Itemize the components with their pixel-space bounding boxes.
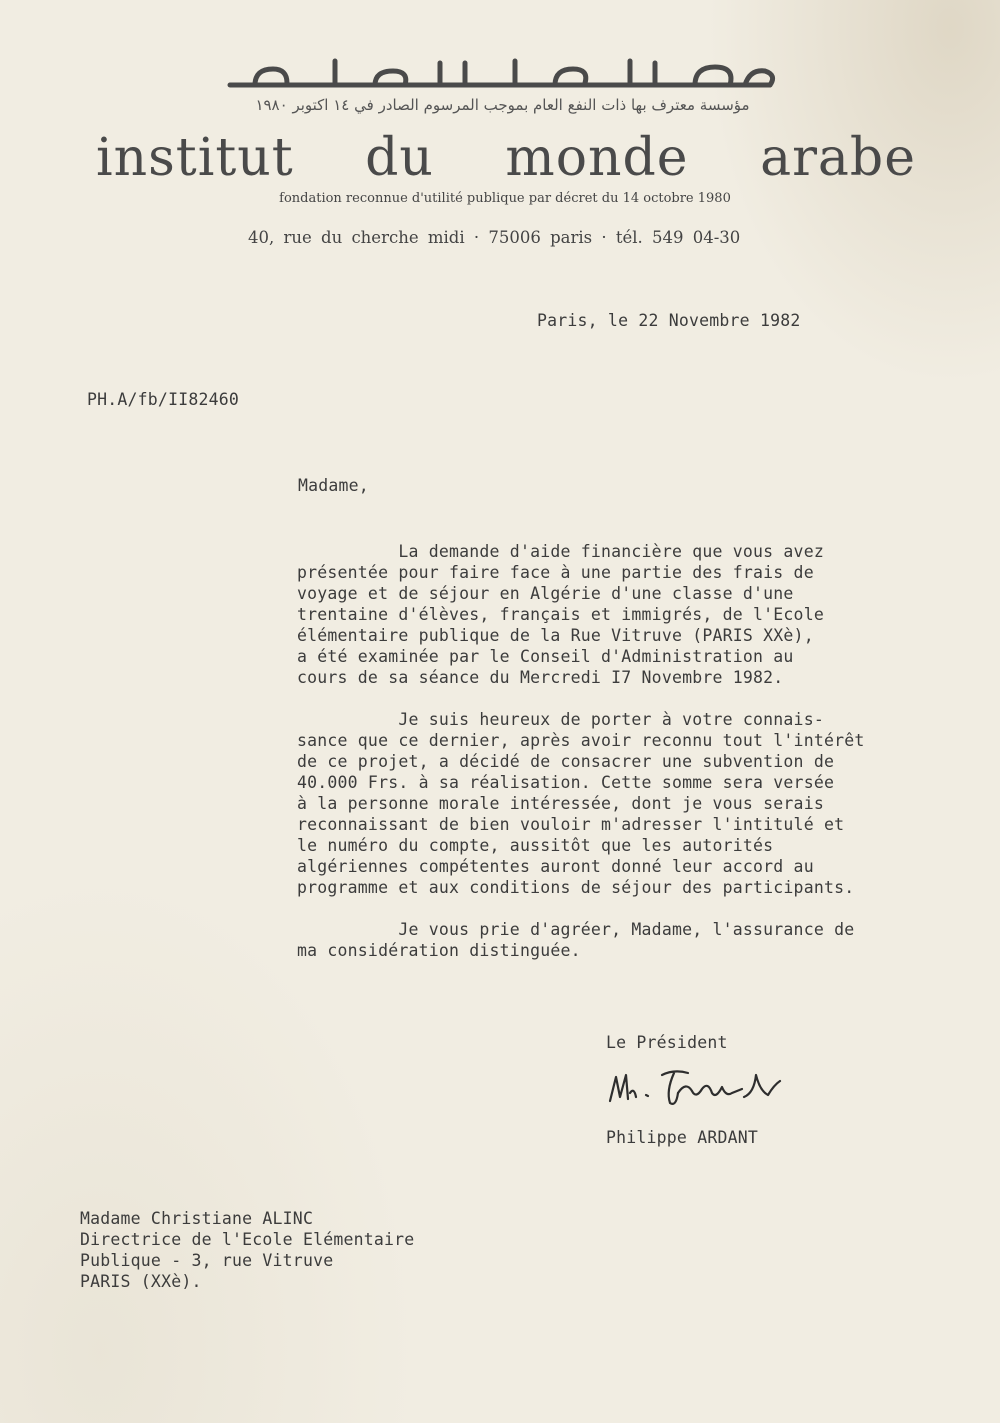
arabic-logo bbox=[225, 55, 785, 95]
institute-subtitle: fondation reconnue d'utilité publique par décret du 14 octobre 1980 bbox=[279, 191, 731, 206]
paragraph-2: Je suis heureux de porter à votre connais- sance que ce dernier, après avoir reconnu tout l'intérêt de ce projet, a décidé de consacrer une subvention de 40.000 Frs. à sa réalisation. Cette somme sera versée à la personne morale intéressée, dont je vous serais reconnaissant de bien vouloir m'adresser l'intitulé et le numéro du compte, aussitôt que les autorités algériennes compétentes auront donné leur accord au programme et aux conditions de séjour des participants. bbox=[297, 710, 865, 897]
institute-address: 40, rue du cherche midi · 75006 paris · tél. 549 04-30 bbox=[248, 228, 741, 247]
arabic-subtitle: مؤسسة معترف بها ذات النفع العام بموجب المرسوم الصادر في ١٤ اكتوبر ١٩٨٠ bbox=[255, 96, 750, 114]
arabic-logo-text: معهد العالم العربي bbox=[501, 93, 509, 94]
institute-name: institut du monde arabe bbox=[96, 128, 916, 188]
recipient-address: Madame Christiane ALINC Directrice de l'Ecole Elémentaire Publique - 3, rue Vitruve PARIS (XXè). bbox=[80, 1209, 415, 1291]
signatory-title: Le Président bbox=[606, 1033, 728, 1052]
paragraph-3: Je vous prie d'agréer, Madame, l'assurance de ma considération distinguée. bbox=[297, 920, 855, 960]
letter-reference: PH.A/fb/II82460 bbox=[87, 390, 240, 409]
salutation: Madame, bbox=[298, 476, 369, 495]
paragraph-1: La demande d'aide financière que vous avez présentée pour faire face à une partie des frais de voyage et de séjour en Algérie d'une classe d'une trentaine d'élèves, français et immigrés, de l'Ecole élémentaire publique de la Rue Vitruve (PARIS XXè), a été examinée par le Conseil d'Administration au cours de sa séance du Mercredi I7 Novembre 1982. bbox=[297, 542, 824, 687]
handwritten-signature bbox=[604, 1063, 784, 1113]
signatory-name: Philippe ARDANT bbox=[606, 1128, 759, 1147]
letter-date: Paris, le 22 Novembre 1982 bbox=[537, 311, 801, 330]
